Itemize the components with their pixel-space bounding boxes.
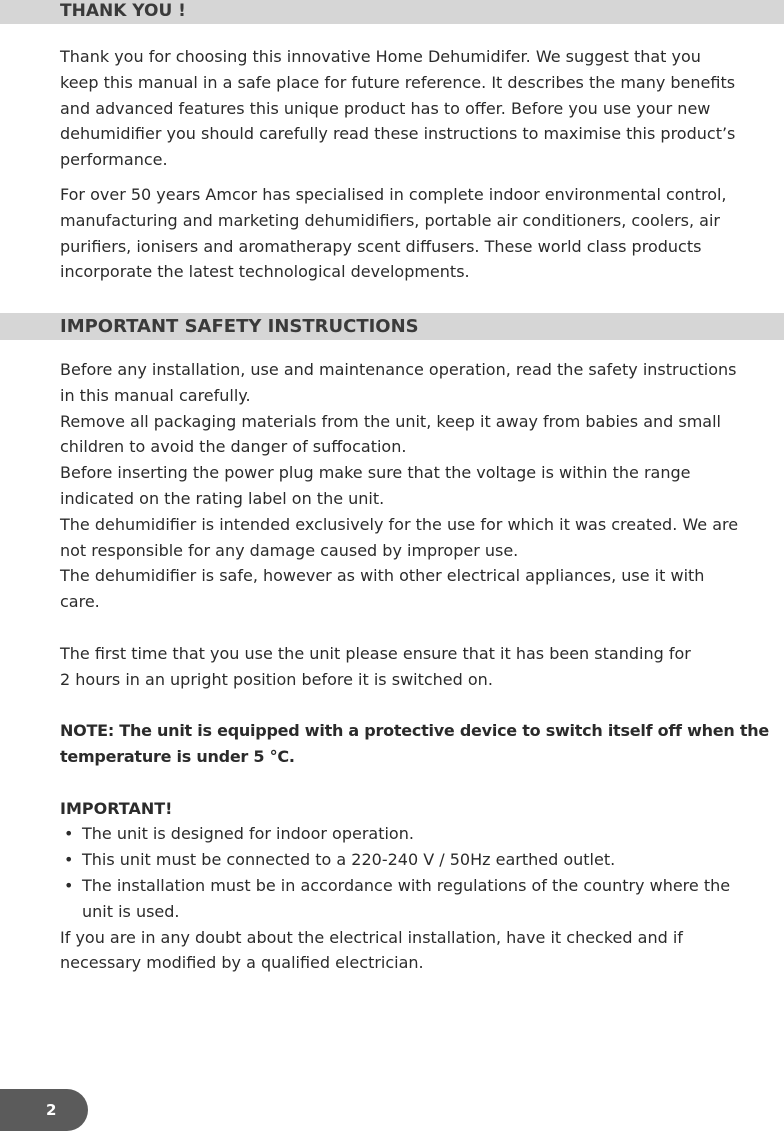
safety-heading-bar: [0, 313, 784, 340]
bullet-icon: •: [64, 850, 74, 870]
intro-section: [60, 44, 784, 285]
paragraph-spacer: [60, 173, 784, 182]
important-heading: IMPORTANT!: [60, 798, 173, 818]
text-line: NOTE: The unit is equipped with a protective device to switch itself off when the: [60, 721, 769, 741]
text-line: incorporate the latest technological developments.: [60, 262, 470, 282]
first-time-paragraph: [60, 641, 784, 693]
text-line: Remove all packaging materials from the unit, keep it away from babies and small: [60, 411, 721, 431]
paragraph-spacer: [60, 770, 784, 796]
text-line: temperature is under 5 °C.: [60, 746, 295, 766]
text-line: dehumidifier you should carefully read these instructions to maximise this product’s: [60, 124, 736, 144]
text-line: care.: [60, 592, 100, 612]
paragraph-spacer: [60, 615, 784, 641]
bullet-icon: •: [64, 875, 74, 895]
text-line: necessary modified by a qualified electrician.: [60, 953, 424, 973]
temperature-note: [60, 718, 784, 770]
page-number: 2: [46, 1101, 57, 1119]
paragraph-spacer: [60, 692, 784, 718]
bullet-text: This unit must be connected to a 220-240 V / 50Hz earthed outlet.: [82, 850, 616, 870]
list-item: [60, 821, 784, 847]
page-number-tab: [0, 1089, 88, 1131]
text-line: not responsible for any damage caused by improper use.: [60, 540, 519, 560]
text-line: Before inserting the power plug make sure that the voltage is within the range: [60, 463, 691, 483]
text-line: and advanced features this unique product has to offer. Before you use your new: [60, 98, 711, 118]
thank-you-heading: THANK YOU !: [60, 1, 186, 21]
bullet-icon: •: [64, 824, 74, 844]
text-line: If you are in any doubt about the electrical installation, have it checked and if: [60, 927, 683, 947]
bullet-text: The unit is designed for indoor operation.: [82, 824, 414, 844]
text-line: performance.: [60, 150, 168, 170]
thank-you-heading-bar: [0, 0, 784, 24]
safety-heading: IMPORTANT SAFETY INSTRUCTIONS: [60, 316, 419, 337]
safety-instructions: [60, 357, 784, 615]
text-line: The dehumidifier is safe, however as with other electrical appliances, use it with: [60, 566, 705, 586]
text-line: in this manual carefully.: [60, 385, 251, 405]
text-line: keep this manual in a safe place for future reference. It describes the many benefits: [60, 72, 736, 92]
closing-paragraph: [60, 925, 784, 977]
text-line: 2 hours in an upright position before it is switched on.: [60, 669, 493, 689]
list-item: [60, 847, 784, 873]
bullet-text-continuation: unit is used.: [82, 901, 180, 921]
intro-paragraph-2: [60, 182, 784, 285]
intro-paragraph-1: [60, 44, 784, 173]
important-bullet-list: [60, 821, 784, 924]
text-line: The first time that you use the unit please ensure that it has been standing for: [60, 643, 691, 663]
bullet-text: The installation must be in accordance with regulations of the country where the: [82, 875, 731, 895]
text-line: indicated on the rating label on the unit.: [60, 488, 385, 508]
text-line: Thank you for choosing this innovative Home Dehumidifer. We suggest that you: [60, 47, 701, 66]
text-line: The dehumidifier is intended exclusively for the use for which it was created. We are: [60, 514, 739, 534]
text-line: For over 50 years Amcor has specialised in complete indoor environmental control,: [60, 184, 727, 204]
safety-section: [60, 357, 784, 976]
text-line: purifiers, ionisers and aromatherapy scent diffusers. These world class products: [60, 236, 702, 256]
text-line: children to avoid the danger of suffocation.: [60, 437, 407, 457]
text-line: Before any installation, use and maintenance operation, read the safety instructions: [60, 360, 737, 379]
text-line: manufacturing and marketing dehumidifiers, portable air conditioners, coolers, air: [60, 210, 720, 230]
list-item: [60, 873, 784, 925]
